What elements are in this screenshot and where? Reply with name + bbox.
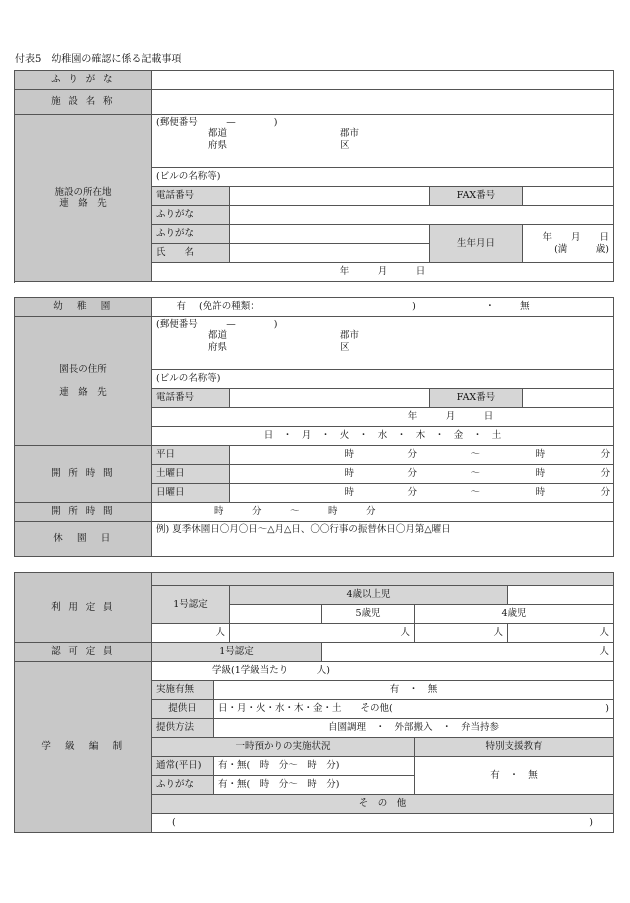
kindergarten-label-cell: 幼 稚 園 xyxy=(15,298,152,317)
director-address-label-1: 園長の住所 xyxy=(59,363,107,375)
facility-fax-field[interactable] xyxy=(523,187,614,206)
hours-saturday-label: 土曜日 xyxy=(152,465,230,484)
birthdate-label: 生年月日 xyxy=(430,225,523,263)
facility-contact-furigana-label: ふりがな xyxy=(152,206,230,225)
weekday-field[interactable]: 日 ・ 月 ・ 火 ・ 水 ・ 木 ・ 金 ・ 土 xyxy=(152,427,614,446)
temp-care-header: 一時預かりの実施状況 xyxy=(152,738,415,757)
kindergarten-no[interactable]: 無 xyxy=(520,301,530,313)
special-support-header: 特別支援教育 xyxy=(415,738,614,757)
facility-name-field[interactable] xyxy=(152,90,614,115)
capacity-age5-field[interactable]: 人 xyxy=(415,624,508,643)
kindergarten-separator: ・ xyxy=(485,301,495,313)
license-type-text: (免許の種類： xyxy=(199,301,260,313)
director-address-label-2: 連 絡 先 xyxy=(59,387,107,398)
weekday-tilde: 〜 xyxy=(470,449,481,461)
birthdate-field[interactable] xyxy=(523,225,614,263)
confirmation-form-table xyxy=(14,70,614,282)
temp-care-holiday-label: ふりがな xyxy=(152,776,214,795)
opening-hours-label-2: 開 所 時 間 xyxy=(15,503,152,522)
facility-phone-field[interactable] xyxy=(230,187,430,206)
facility-address-label-1: 施設の所在地 xyxy=(54,186,112,198)
confirmation-form-table-2 xyxy=(14,297,614,557)
facility-address-label-2: 連 絡 先 xyxy=(59,198,107,209)
capacity-age5-label: 5歳児 xyxy=(322,605,415,624)
closed-days-label: 休 園 日 xyxy=(15,522,152,557)
capacity-cert1-field[interactable]: 人 xyxy=(152,624,230,643)
hours-weekday-label: 平日 xyxy=(152,446,230,465)
capacity-header-band xyxy=(152,573,614,586)
representative-furigana-field[interactable] xyxy=(230,225,430,244)
director-phone-field[interactable] xyxy=(230,389,430,408)
hours-saturday-field[interactable] xyxy=(230,465,614,484)
class-org-label: 学 級 編 制 xyxy=(15,662,152,833)
facility-building-field[interactable]: (ビルの名称等) xyxy=(152,168,614,187)
facility-name-row xyxy=(15,90,614,115)
director-postal-field[interactable] xyxy=(152,317,614,370)
saturday-end-min: 分 xyxy=(600,468,611,480)
approved-cert1-label: 1号認定 xyxy=(152,643,322,662)
provide-days-close: ) xyxy=(605,703,609,715)
director-fax-field[interactable] xyxy=(523,389,614,408)
opening-hours-single-field[interactable]: 時 分 〜 時 分 xyxy=(152,503,614,522)
weekday-end-hour: 時 xyxy=(535,449,546,461)
capacity-class-table xyxy=(14,572,614,833)
facility-address-label xyxy=(15,115,152,282)
hours-sunday-field[interactable] xyxy=(230,484,614,503)
director-city-b: 区 xyxy=(340,342,350,354)
furigana-label: ふ り が な xyxy=(15,71,152,90)
capacity-label: 利 用 定 員 xyxy=(15,573,152,643)
hours-weekday-field[interactable] xyxy=(230,446,614,465)
director-postal-text: (郵便番号 — ) xyxy=(156,319,278,330)
class-provide-days-field[interactable] xyxy=(214,700,614,719)
director-building-field[interactable]: (ビルの名称等) xyxy=(152,370,614,389)
director-pref-b: 府県 xyxy=(208,342,228,354)
capacity-over4-field[interactable]: 人 xyxy=(230,624,415,643)
weekday-end-min: 分 xyxy=(600,449,611,461)
special-support-field[interactable]: 有 ・ 無 xyxy=(415,757,614,795)
city-text-b: 区 xyxy=(340,140,350,152)
kindergarten-field[interactable] xyxy=(152,298,614,317)
weekday-start-min: 分 xyxy=(407,449,418,461)
license-close-paren: ) xyxy=(412,301,416,313)
director-address-label xyxy=(15,317,152,446)
postal-code-text: (郵便番号 — ) xyxy=(156,117,278,128)
saturday-start-hour: 時 xyxy=(344,468,354,480)
age-value: (満 歳) xyxy=(554,243,609,255)
other-header: そ の 他 xyxy=(152,795,614,814)
sunday-tilde: 〜 xyxy=(470,487,481,499)
sunday-start-min: 分 xyxy=(407,487,418,499)
class-per-class-field[interactable]: 学級(1学級当たり 人) xyxy=(152,662,614,681)
provide-days-text: 日・月・火・水・木・金・土 その他( xyxy=(218,703,393,715)
temp-care-normal-label: 通常(平日) xyxy=(152,757,214,776)
director-fax-label: FAX番号 xyxy=(430,389,523,408)
capacity-over4-label: 4歳以上児 xyxy=(230,586,508,605)
temp-care-holiday-field[interactable]: 有・無( 時 分〜 時 分) xyxy=(214,776,415,795)
representative-name-label: 氏 名 xyxy=(152,244,230,263)
director-city-a: 郡市 xyxy=(340,330,360,342)
class-provide-method-field[interactable]: 自園調理 ・ 外部搬入 ・ 弁当持参 xyxy=(214,719,614,738)
facility-name-label: 施 設 名 称 xyxy=(15,90,152,115)
representative-name-field[interactable] xyxy=(230,244,430,263)
weekday-start-hour: 時 xyxy=(344,449,354,461)
director-date-field[interactable]: 年 月 日 xyxy=(152,408,614,427)
pref-text-a: 都道 xyxy=(208,128,228,140)
class-implemented-label: 実施有無 xyxy=(152,681,214,700)
furigana-row xyxy=(15,71,614,90)
temp-care-normal-field[interactable]: 有・無( 時 分〜 時 分) xyxy=(214,757,415,776)
pref-text-b: 府県 xyxy=(208,140,228,152)
sunday-start-hour: 時 xyxy=(344,487,354,499)
furigana-field[interactable] xyxy=(152,71,614,90)
capacity-age4-label: 4歳児 xyxy=(415,605,614,624)
saturday-start-min: 分 xyxy=(407,468,418,480)
hours-sunday-label: 日曜日 xyxy=(152,484,230,503)
other-close-paren: ) xyxy=(589,817,593,829)
director-pref-a: 都道 xyxy=(208,330,228,342)
other-field[interactable] xyxy=(152,814,614,833)
director-pref-city-text xyxy=(156,330,609,354)
saturday-tilde: 〜 xyxy=(470,468,481,480)
facility-phone-label: 電話番号 xyxy=(152,187,230,206)
opening-hours-label: 開 所 時 間 xyxy=(15,446,152,503)
capacity-age4-field[interactable]: 人 xyxy=(508,624,614,643)
approved-cert1-field[interactable]: 人 xyxy=(322,643,614,662)
class-provide-days-label: 提供日 xyxy=(152,700,214,719)
facility-date-field[interactable]: 年 月 日 xyxy=(152,263,614,282)
kindergarten-yes[interactable]: 有 xyxy=(176,301,186,313)
saturday-end-hour: 時 xyxy=(535,468,546,480)
class-provide-method-label: 提供方法 xyxy=(152,719,214,738)
director-phone-label: 電話番号 xyxy=(152,389,230,408)
document-title: 付表5 幼稚園の確認に係る記載事項 xyxy=(15,54,182,65)
representative-furigana-label: ふりがな xyxy=(152,225,230,244)
prefecture-city-text xyxy=(156,128,609,152)
sunday-end-hour: 時 xyxy=(535,487,546,499)
facility-fax-label: FAX番号 xyxy=(430,187,523,206)
city-text-a: 郡市 xyxy=(340,128,360,140)
facility-postal-field[interactable] xyxy=(152,115,614,168)
class-implemented-field[interactable]: 有 ・ 無 xyxy=(214,681,614,700)
facility-contact-furigana-field[interactable] xyxy=(230,206,614,225)
sunday-end-min: 分 xyxy=(600,487,611,499)
other-open-paren: ( xyxy=(172,817,176,829)
approved-capacity-label: 認 可 定 員 xyxy=(15,643,152,662)
capacity-cert1-label: 1号認定 xyxy=(152,586,230,624)
closed-days-field[interactable]: 例) 夏季休園日〇月〇日〜△月△日、〇〇行事の振替休日〇月第△曜日 xyxy=(152,522,614,557)
birthdate-value: 年 月 日 xyxy=(542,232,609,244)
